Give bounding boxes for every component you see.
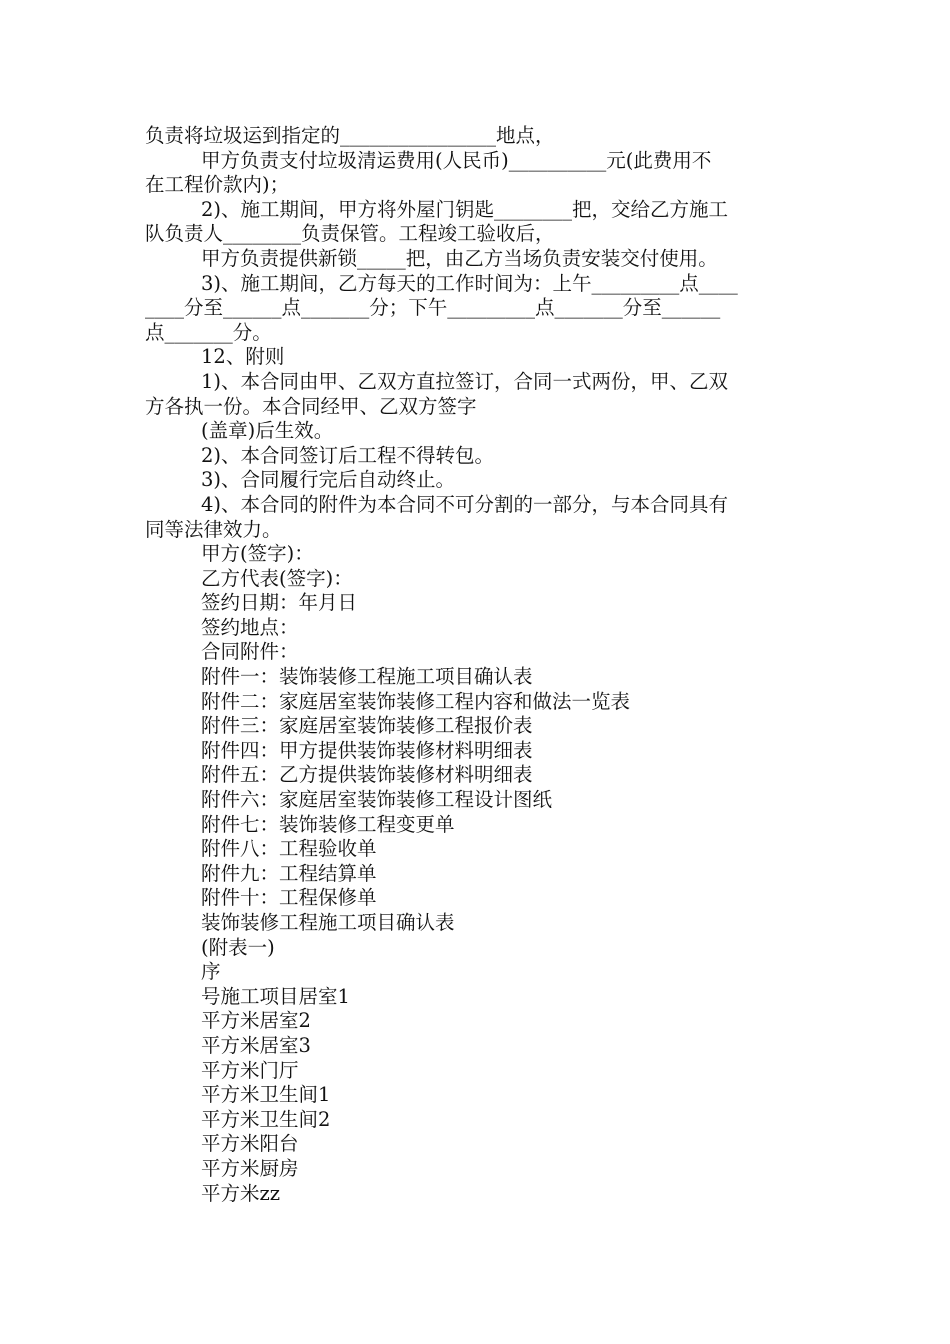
signing-date: 签约日期：年月日: [201, 591, 358, 615]
text-line: 1)、本合同由甲、乙双方直拉签订，合同一式两份，甲、乙双: [201, 369, 729, 393]
text-line: 同等法律效力。: [145, 517, 282, 541]
table-text-line: 平方米厨房: [201, 1156, 299, 1180]
text-line: 甲方负责提供新锁_____把，由乙方当场负责安装交付使用。: [201, 246, 718, 270]
attachment-item: 附件十：工程保修单: [201, 886, 377, 910]
attachment-item: 附件三：家庭居室装饰装修工程报价表: [201, 714, 533, 738]
text-line: 点_______分。: [145, 320, 272, 344]
attachment-item: 附件九：工程结算单: [201, 861, 377, 885]
attachment-item: 附件八：工程验收单: [201, 837, 377, 861]
table-text-line: 号施工项目居室1: [201, 984, 350, 1008]
text-line: 方各执一份。本合同经甲、乙双方签字: [145, 394, 477, 418]
text-line: 甲方负责支付垃圾清运费用(人民币)__________元(此费用不: [201, 148, 712, 172]
text-line: 队负责人________负责保管。工程竣工验收后，: [145, 222, 555, 246]
attachment-item: 附件一：装饰装修工程施工项目确认表: [201, 665, 533, 689]
text-line: ____分至______点_______分；下午_________点_______分至______: [145, 296, 721, 320]
text-line: 3)、合同履行完后自动终止。: [201, 468, 456, 492]
table-text-line: 平方米卫生间2: [201, 1107, 331, 1131]
table-text-line: 平方米卫生间1: [201, 1083, 331, 1107]
text-line: 在工程价款内)；: [145, 173, 290, 197]
text-line: 4)、本合同的附件为本合同不可分割的一部分，与本合同具有: [201, 492, 729, 516]
document-body: [145, 124, 807, 1206]
text-line: 负责将垃圾运到指定的________________地点，: [145, 124, 555, 147]
table-text-line: 平方米居室2: [201, 1009, 311, 1033]
text-line: (盖章)后生效。: [201, 419, 334, 443]
table-text-line: 平方米zz: [201, 1181, 281, 1205]
attachment-item: 附件二：家庭居室装饰装修工程内容和做法一览表: [201, 689, 631, 713]
text-line: 2)、施工期间，甲方将外屋门钥匙________把，交给乙方施工: [201, 197, 729, 221]
signing-place: 签约地点：: [201, 615, 299, 639]
table-text-line: 平方米门厅: [201, 1058, 299, 1082]
table-text-line: 平方米阳台: [201, 1132, 299, 1156]
table-title: 装饰装修工程施工项目确认表: [201, 911, 455, 934]
table-text-line: 平方米居室3: [201, 1033, 311, 1057]
attachment-item: 附件五：乙方提供装饰装修材料明细表: [201, 763, 533, 787]
attachment-item: 附件四：甲方提供装饰装修材料明细表: [201, 738, 533, 762]
signature-party-b: 乙方代表(签字)：: [201, 566, 353, 590]
attachment-item: 附件七：装饰装修工程变更单: [201, 812, 455, 836]
text-line: 3)、施工期间，乙方每天的工作时间为：上午_________点____: [201, 271, 738, 295]
text-line: 2)、本合同签订后工程不得转包。: [201, 443, 495, 467]
attachment-item: 附件六：家庭居室装饰装修工程设计图纸: [201, 788, 553, 812]
table-text-line: 序: [201, 960, 221, 984]
section-heading: 12、附则: [201, 345, 285, 369]
attachments-heading: 合同附件：: [201, 640, 299, 664]
signature-party-a: 甲方(签字)：: [201, 542, 314, 566]
table-subtitle: (附表一): [201, 935, 275, 959]
